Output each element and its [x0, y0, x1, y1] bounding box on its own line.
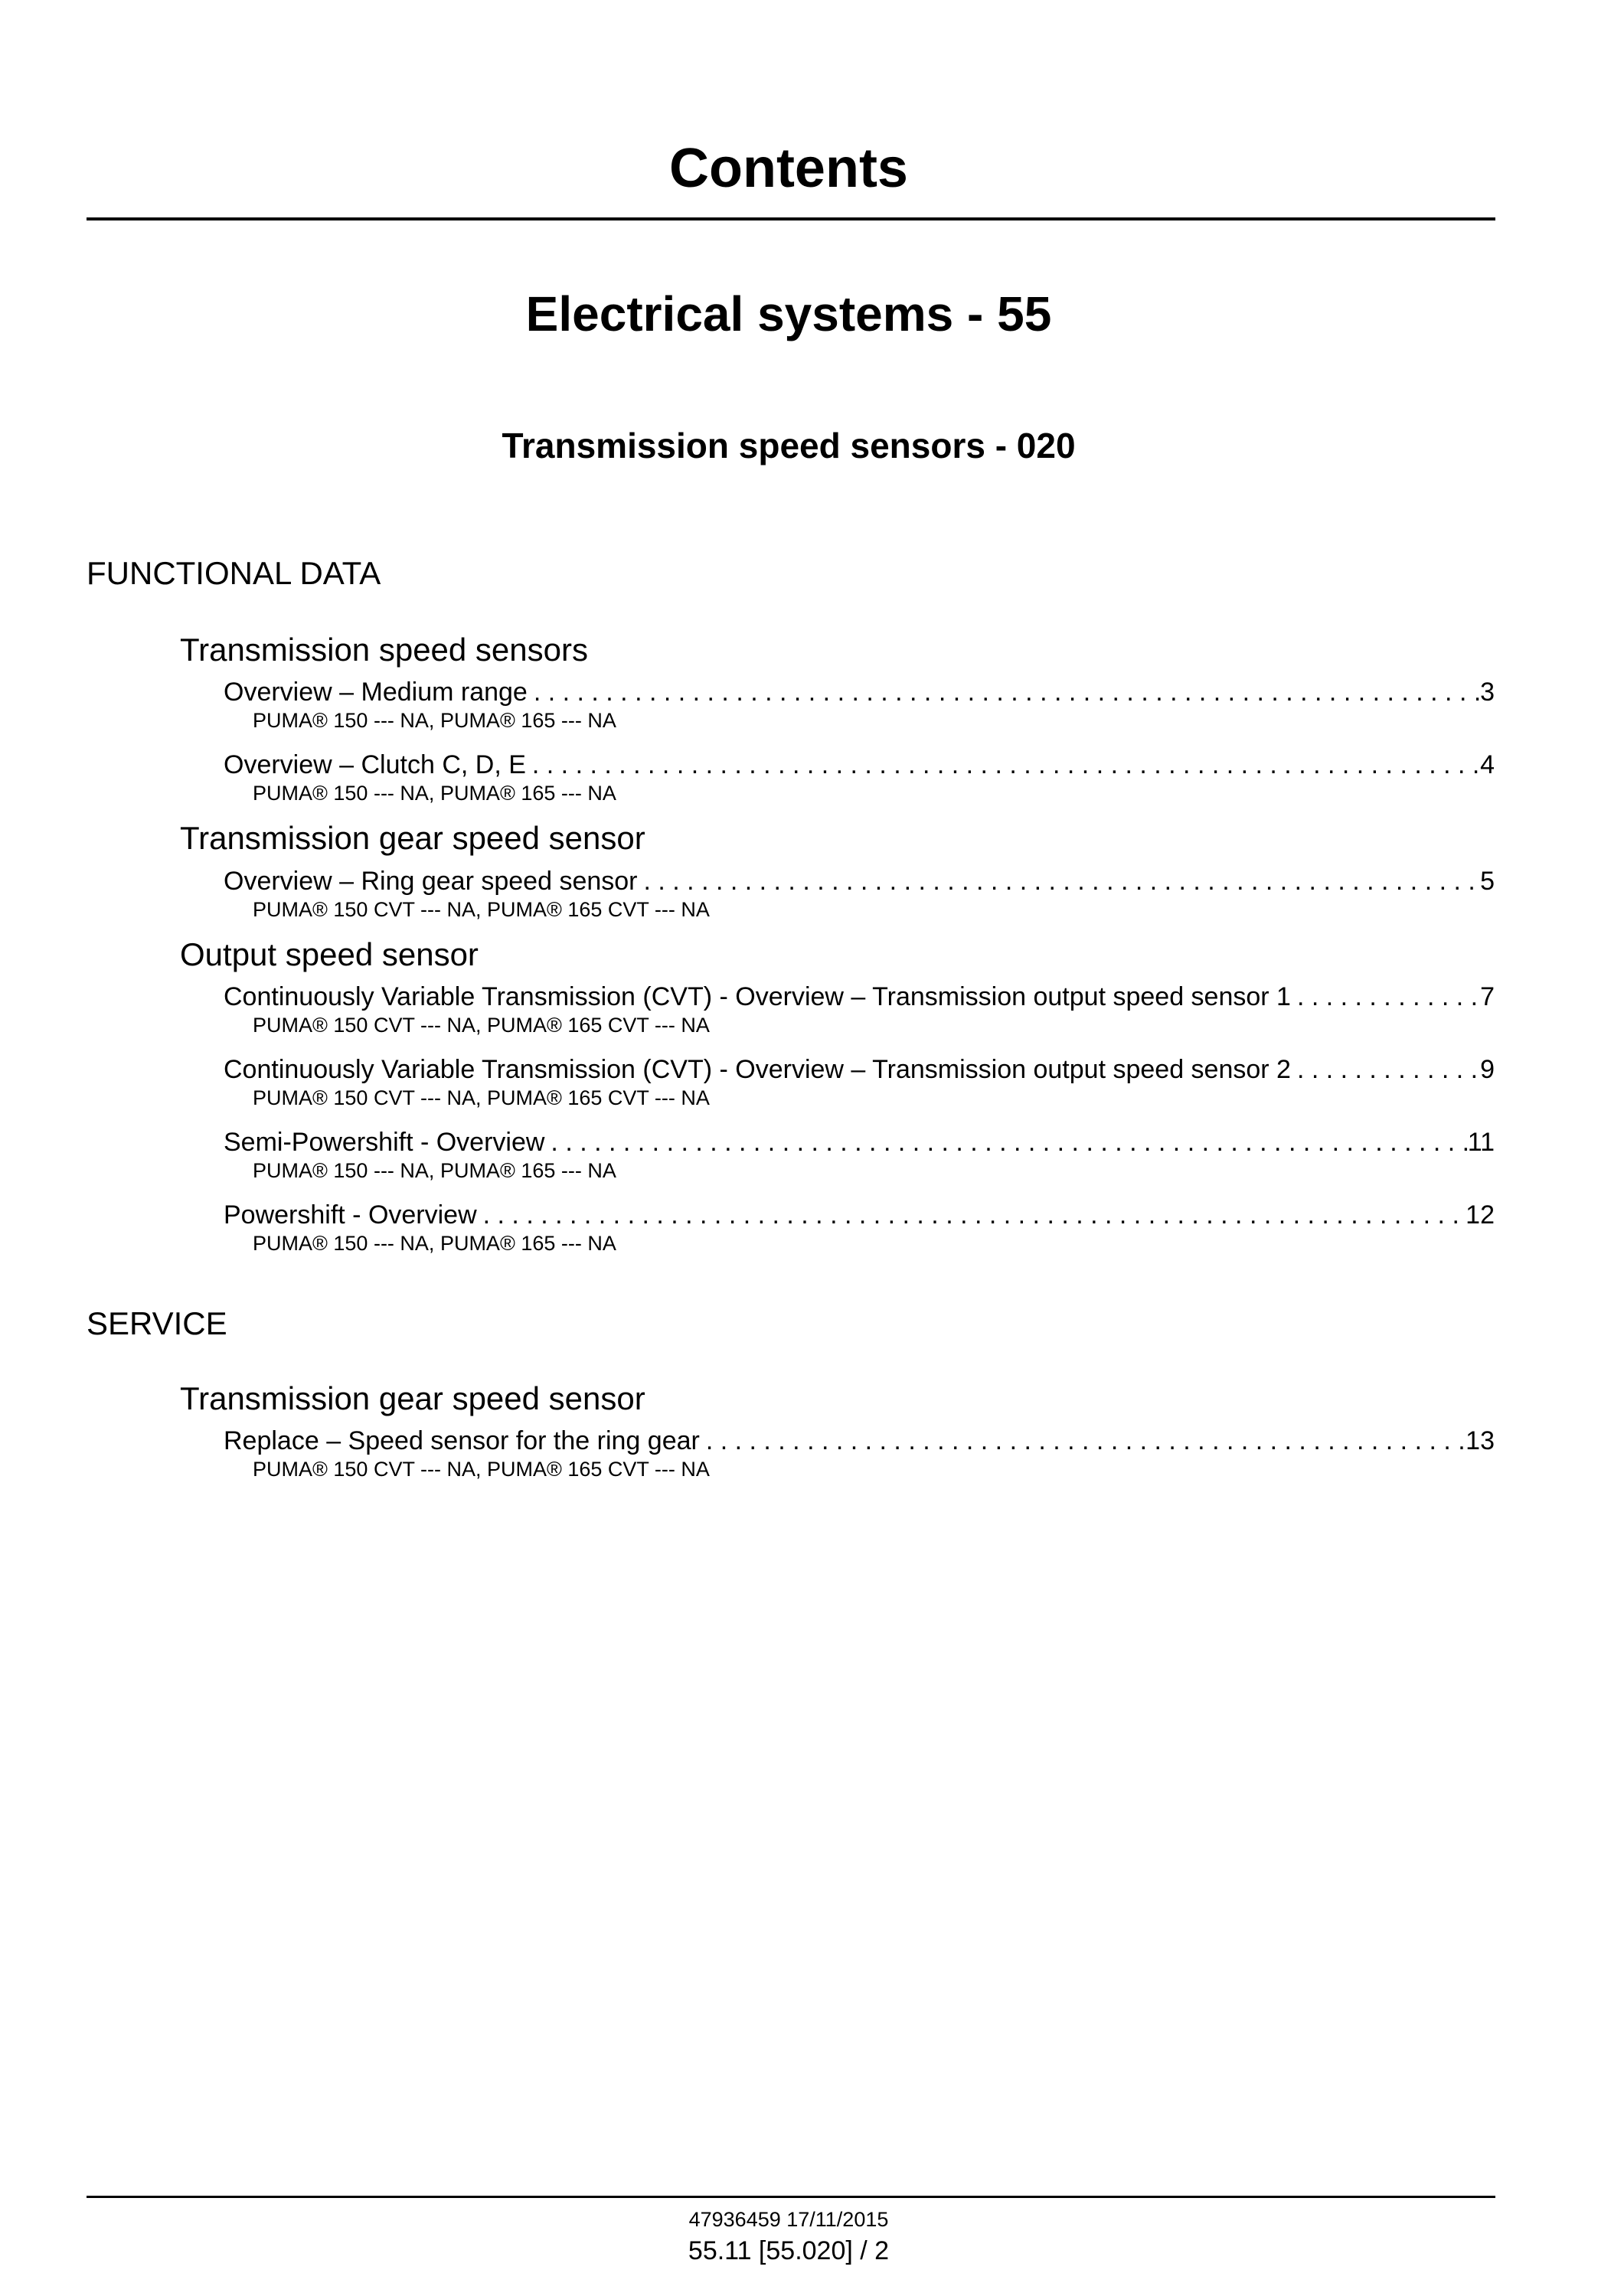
- toc-entry[interactable]: [224, 677, 1495, 732]
- toc-entry-page: 7: [1480, 982, 1495, 1011]
- toc-entry[interactable]: [224, 1200, 1495, 1255]
- toc-entry-page: 9: [1480, 1055, 1495, 1084]
- toc-entry-label: Overview – Clutch C, D, E: [224, 750, 526, 779]
- topic-heading: Output speed sensor: [180, 936, 479, 972]
- toc-entry-label: Continuously Variable Transmission (CVT) - Overview – Transmission output speed sensor 1: [224, 982, 1291, 1011]
- toc-entry-page: 4: [1480, 750, 1495, 779]
- footer-page-ref: 55.11 [55.020] / 2: [688, 2236, 890, 2265]
- toc-entry[interactable]: [224, 1127, 1495, 1182]
- toc-entry[interactable]: [224, 1054, 1495, 1109]
- toc-entry-page: 11: [1467, 1128, 1495, 1157]
- group-heading-service: SERVICE: [87, 1305, 227, 1341]
- dot-leader: [638, 866, 1481, 897]
- toc-entry-page: 5: [1480, 867, 1495, 896]
- toc-entry-label: Continuously Variable Transmission (CVT) - Overview – Transmission output speed sensor 2: [224, 1055, 1291, 1084]
- toc-entry-models: PUMA® 150 --- NA, PUMA® 165 --- NA: [253, 782, 616, 805]
- toc-entry-models: PUMA® 150 CVT --- NA, PUMA® 165 CVT --- NA: [253, 1458, 710, 1481]
- toc-entry[interactable]: [224, 866, 1495, 921]
- toc-entry-label: Overview – Ring gear speed sensor: [224, 867, 638, 896]
- footer-doc-ref: 47936459 17/11/2015: [688, 2208, 889, 2231]
- toc-entry-label: Powershift - Overview: [224, 1200, 477, 1230]
- toc-entry-page: 3: [1480, 678, 1495, 707]
- subsection-title: Transmission speed sensors - 020: [502, 426, 1076, 465]
- toc-entry-label: Replace – Speed sensor for the ring gear: [224, 1426, 700, 1455]
- topic-heading: Transmission gear speed sensor: [180, 820, 645, 856]
- toc-entry-label: Semi-Powershift - Overview: [224, 1128, 545, 1157]
- toc-entry[interactable]: [224, 750, 1495, 805]
- dot-leader: [477, 1200, 1466, 1230]
- dot-leader: [1291, 981, 1480, 1012]
- section-title: Electrical systems - 55: [525, 286, 1052, 341]
- topic-heading: Transmission speed sensors: [180, 632, 588, 668]
- dot-leader: [700, 1426, 1466, 1456]
- page-title: Contents: [669, 138, 908, 199]
- toc-entry-label: Overview – Medium range: [224, 678, 528, 707]
- toc-entry-models: PUMA® 150 CVT --- NA, PUMA® 165 CVT --- NA: [253, 1014, 710, 1037]
- dot-leader: [526, 750, 1480, 780]
- toc-entry-models: PUMA® 150 --- NA, PUMA® 165 --- NA: [253, 1159, 616, 1182]
- toc-entry-page: 13: [1466, 1426, 1495, 1455]
- group-heading-functional-data: FUNCTIONAL DATA: [87, 555, 381, 591]
- title-divider: [87, 217, 1495, 220]
- dot-leader: [1291, 1054, 1480, 1085]
- dot-leader: [544, 1127, 1467, 1158]
- footer-divider: [87, 2196, 1495, 2198]
- toc-entry-page: 12: [1466, 1200, 1495, 1230]
- toc-entry[interactable]: [224, 981, 1495, 1037]
- toc-entry-models: PUMA® 150 CVT --- NA, PUMA® 165 CVT --- NA: [253, 1086, 710, 1109]
- topic-heading: Transmission gear speed sensor: [180, 1380, 645, 1416]
- dot-leader: [528, 677, 1480, 707]
- toc-entry[interactable]: [224, 1426, 1495, 1481]
- toc-entry-models: PUMA® 150 --- NA, PUMA® 165 --- NA: [253, 709, 616, 732]
- toc-entry-models: PUMA® 150 --- NA, PUMA® 165 --- NA: [253, 1232, 616, 1255]
- toc-entry-models: PUMA® 150 CVT --- NA, PUMA® 165 CVT --- NA: [253, 898, 710, 921]
